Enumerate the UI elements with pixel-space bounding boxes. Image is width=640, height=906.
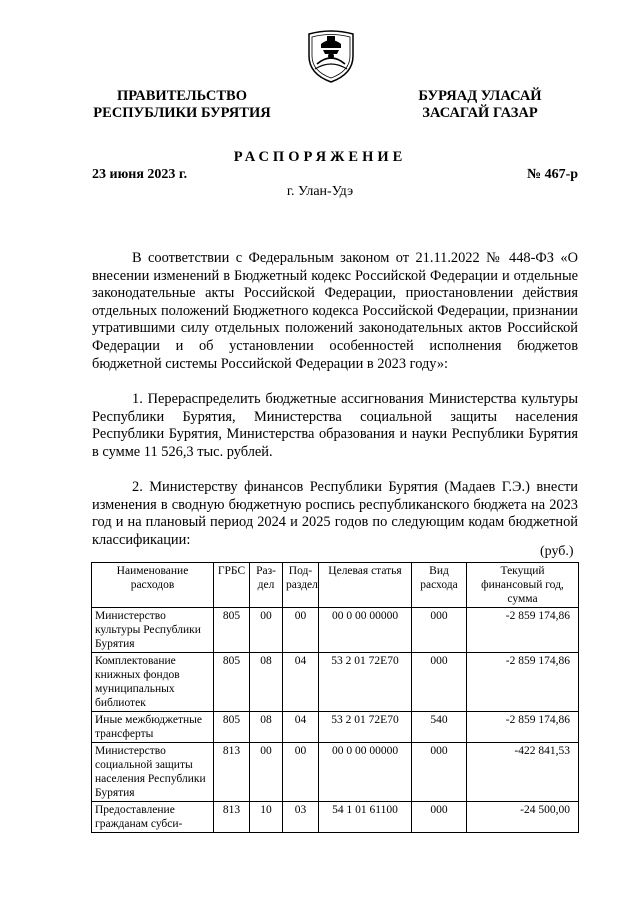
cell-amount: -2 859 174,86 — [467, 712, 579, 743]
cell-target: 53 2 01 72Е70 — [319, 712, 412, 743]
cell-name: Предоставление гражданам субси- — [92, 802, 214, 833]
org-right-line1: БУРЯАД УЛАСАЙ — [418, 88, 542, 104]
header-section: Раз-дел — [250, 563, 283, 608]
cell-type: 000 — [412, 802, 467, 833]
coat-of-arms-icon — [303, 26, 359, 84]
header-grbs: ГРБС — [214, 563, 250, 608]
org-right-line2: ЗАСАГАЙ ГАЗАР — [422, 105, 538, 121]
cell-name: Комплектование книжных фондов муниципальных библиотек — [92, 653, 214, 712]
government-name-ru — [88, 88, 276, 122]
cell-amount: -422 841,53 — [467, 743, 579, 802]
cell-subsection: 03 — [283, 802, 319, 833]
table-row — [92, 743, 579, 802]
table-row — [92, 712, 579, 743]
cell-grbs: 813 — [214, 802, 250, 833]
cell-type: 000 — [412, 608, 467, 653]
table-row — [92, 802, 579, 833]
cell-subsection: 04 — [283, 653, 319, 712]
cell-subsection: 04 — [283, 712, 319, 743]
cell-amount: -2 859 174,86 — [467, 653, 579, 712]
cell-target: 53 2 01 72Е70 — [319, 653, 412, 712]
cell-grbs: 805 — [214, 653, 250, 712]
cell-type: 000 — [412, 743, 467, 802]
cell-name: Иные межбюджетные трансферты — [92, 712, 214, 743]
org-left-line2: РЕСПУБЛИКИ БУРЯТИЯ — [93, 105, 271, 121]
cell-name: Министерство социальной защиты населения Республики Бурятия — [92, 743, 214, 802]
cell-target: 54 1 01 61100 — [319, 802, 412, 833]
header-amount: Текущий финансовый год, сумма — [467, 563, 579, 608]
government-name-bur — [400, 88, 560, 122]
cell-section: 10 — [250, 802, 283, 833]
document-title: РАСПОРЯЖЕНИЕ — [233, 149, 407, 165]
header-subsection: Под-раздел — [283, 563, 319, 608]
table-unit: (руб.) — [540, 544, 574, 559]
cell-grbs: 805 — [214, 608, 250, 653]
cell-subsection: 00 — [283, 608, 319, 653]
header-name: Наименование расходов — [92, 563, 214, 608]
header-type: Вид расхода — [412, 563, 467, 608]
cell-type: 540 — [412, 712, 467, 743]
budget-table — [91, 562, 579, 833]
item-1-paragraph: 1. Перераспределить бюджетные ассигнования Министерства культуры Республики Бурятия, Министерства социальной защиты населения Республики Бурятия, Министерства образования и науки Республики Бурятия в сумме 11 526,3 тыс. рублей. — [92, 391, 578, 460]
item-2-paragraph: 2. Министерству финансов Республики Бурятия (Мадаев Г.Э.) внести изменения в сводную бюджетную роспись республиканского бюджета на 2023 год и на плановый период 2024 и 2025 годов по следующим кодам бюджетной классификации: — [92, 479, 578, 548]
cell-target: 00 0 00 00000 — [319, 743, 412, 802]
cell-grbs: 813 — [214, 743, 250, 802]
document-number: № 467-р — [527, 167, 579, 182]
header-target: Целевая статья — [319, 563, 412, 608]
cell-amount: -24 500,00 — [467, 802, 579, 833]
document-date: 23 июня 2023 г. — [92, 167, 188, 182]
table-header-row — [92, 563, 579, 608]
org-left-line1: ПРАВИТЕЛЬСТВО — [117, 88, 247, 104]
table-row — [92, 653, 579, 712]
cell-section: 08 — [250, 712, 283, 743]
cell-name: Министерство культуры Республики Бурятия — [92, 608, 214, 653]
cell-section: 08 — [250, 653, 283, 712]
table-row — [92, 608, 579, 653]
cell-section: 00 — [250, 743, 283, 802]
cell-type: 000 — [412, 653, 467, 712]
preamble-paragraph: В соответствии с Федеральным законом от 21.11.2022 № 448-ФЗ «О внесении изменений в Бюджетный кодекс Российской Федерации и отдельные законодательные акты Российской Федерации, приостановлении действия отдельных положений Бюджетного кодекса Российской Федерации, признании утратившими силу отдельных положений законодательных актов Российской Федерации и об установлении особенностей исполнения бюджетов бюджетной системы Российской Федерации в 2023 году»: — [92, 250, 578, 372]
cell-section: 00 — [250, 608, 283, 653]
cell-target: 00 0 00 00000 — [319, 608, 412, 653]
cell-amount: -2 859 174,86 — [467, 608, 579, 653]
document-city: г. Улан-Удэ — [286, 184, 354, 199]
cell-grbs: 805 — [214, 712, 250, 743]
cell-subsection: 00 — [283, 743, 319, 802]
